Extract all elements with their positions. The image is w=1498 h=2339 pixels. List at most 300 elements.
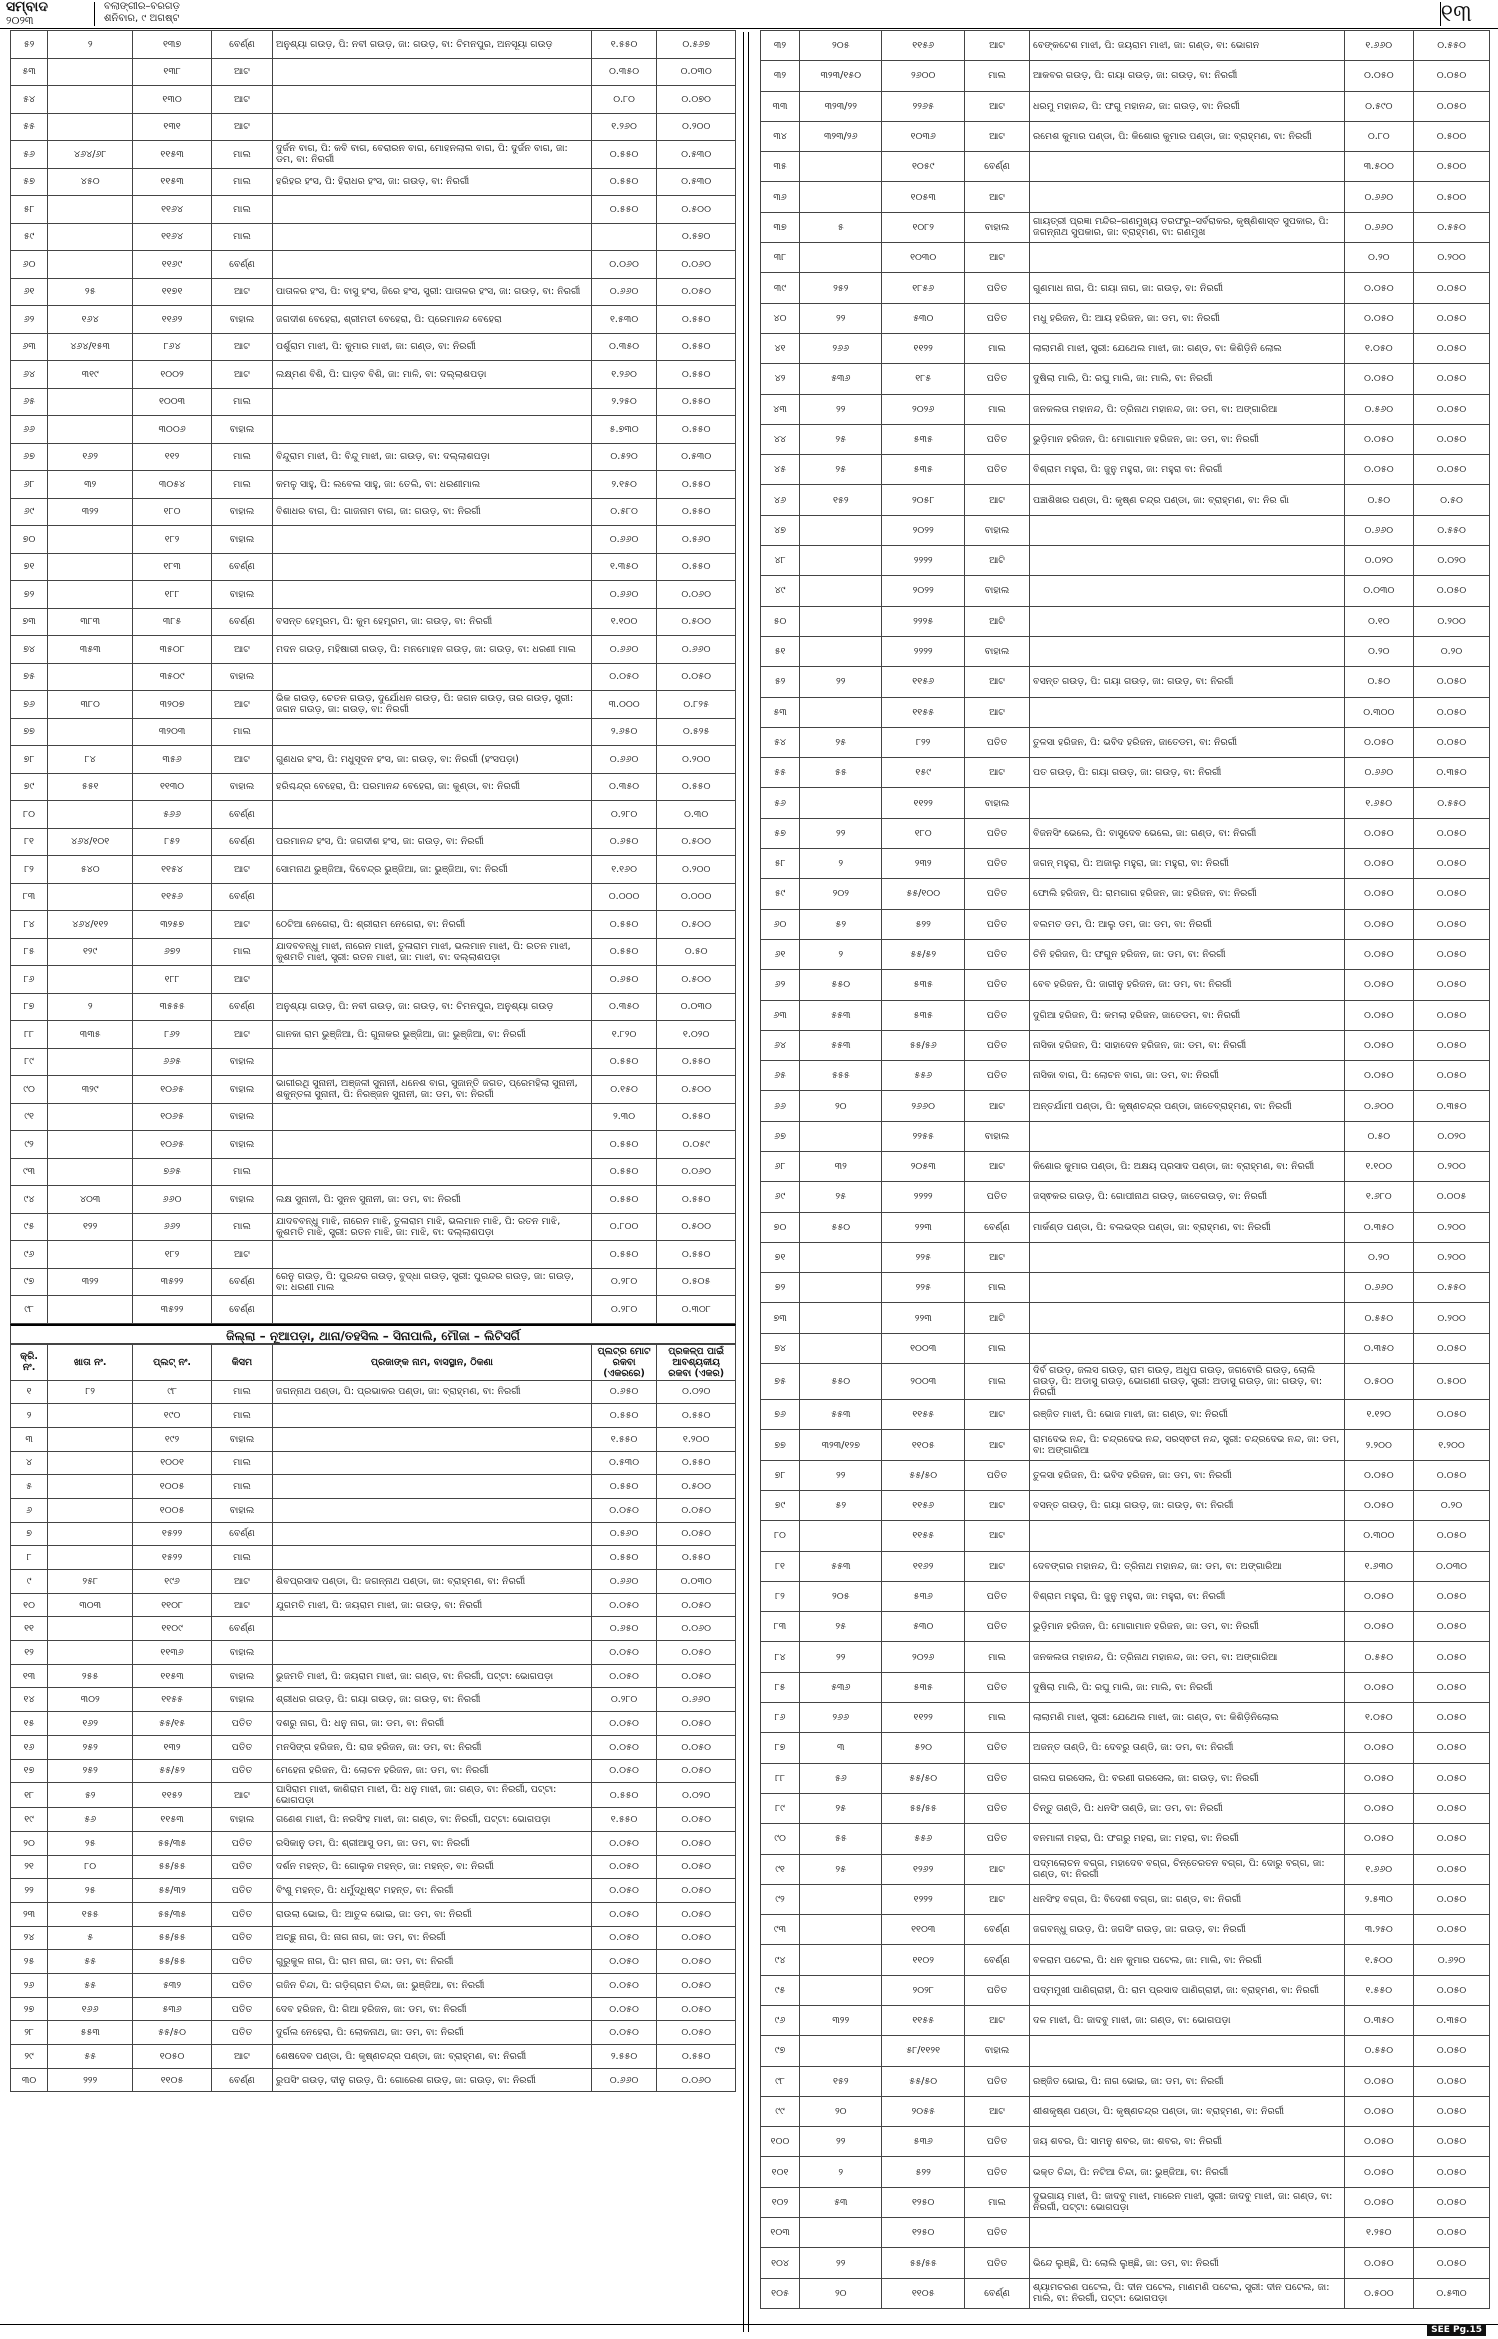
table-row bbox=[761, 364, 1490, 394]
table-row bbox=[11, 1617, 736, 1641]
cell-khata: ୨୫୫ bbox=[48, 1664, 133, 1688]
cell-total-area: ୦.୬୬୦ bbox=[1344, 515, 1413, 545]
cell-sl: ୯୪ bbox=[761, 1945, 800, 1975]
table-row bbox=[11, 168, 736, 196]
cell-sl: ୧୨ bbox=[11, 1641, 48, 1665]
table-row bbox=[11, 801, 736, 829]
cell-khata bbox=[48, 251, 133, 279]
cell-kisam: ବାହାଲ bbox=[211, 1103, 272, 1131]
cell-kisam: ବେର୍ଣ୍ଣ bbox=[211, 801, 272, 829]
cell-total-area: ୧.୫୩୦ bbox=[591, 306, 657, 334]
cell-total-area: ୧.୨୬୦ bbox=[591, 113, 657, 141]
table-row bbox=[761, 2127, 1490, 2157]
cell-sl: ୧୭ bbox=[11, 1759, 48, 1783]
cell-total-area: ୦.୫୫୦ bbox=[591, 141, 657, 169]
cell-sl: ୨୩ bbox=[11, 1902, 48, 1926]
cell-required-area: ୦.୦୬୦ bbox=[657, 251, 736, 279]
cell-kisam: ପତିତ bbox=[964, 1460, 1029, 1490]
table-row bbox=[11, 471, 736, 499]
cell-required-area: ୦.୦୫୦ bbox=[1414, 697, 1490, 727]
cell-owner: ପଦ୍ମଲୋଚନ ବଗ୍ଗ, ମହାଦେବ ବଗ୍ଗ, ଚିନ୍ତେରତନ ବଗ୍ଗ, ପି: ଦୋରୁ ବଗ୍ଗ, ଜା: ଗଣ୍ଡ, ବା: ନିରର୍ଗୀ bbox=[1030, 1854, 1345, 1884]
cell-owner bbox=[273, 553, 592, 581]
cell-plot: ୫୩୫ bbox=[882, 1000, 964, 1030]
header-owner: ପ୍ରଜାଙ୍କ ନାମ, ବାସସ୍ଥାନ, ଠିକଣା bbox=[273, 1344, 592, 1380]
cell-plot: ୧୦୬୫ bbox=[133, 1131, 212, 1159]
table-row bbox=[11, 1926, 736, 1950]
cell-plot: ୫୫/୫୦ bbox=[882, 1460, 964, 1490]
cell-kisam: ପତିତ bbox=[964, 455, 1029, 485]
cell-owner bbox=[273, 1296, 592, 1324]
cell-owner bbox=[273, 1546, 592, 1570]
table-row bbox=[761, 1763, 1490, 1793]
cell-total-area: ୦.୬୬୦ bbox=[591, 636, 657, 664]
cell-plot: ୧୧୫୩ bbox=[133, 1808, 212, 1832]
cell-required-area: ୦.୫୫୦ bbox=[657, 1546, 736, 1570]
cell-plot: ୫୩୫ bbox=[882, 1672, 964, 1702]
header-khata: ଖାତା ନଂ. bbox=[48, 1344, 133, 1380]
cell-sl: ୯୦ bbox=[761, 1824, 800, 1854]
cell-required-area: ୦.୨୦୦ bbox=[657, 746, 736, 774]
cell-plot: ୧୧୦୮ bbox=[133, 1593, 212, 1617]
cell-owner: ବସନ୍ତ ଗଉଡ଼, ପି: ଗୟା ଗଉଡ଼, ଜା: ଗଉଡ଼, ବା: ନିରର୍ଗୀ bbox=[1030, 667, 1345, 697]
cell-total-area: ୦.୦୫୦ bbox=[1344, 1460, 1413, 1490]
cell-sl: ୭୬ bbox=[761, 1400, 800, 1430]
cell-khata bbox=[48, 526, 133, 554]
cell-khata bbox=[48, 1158, 133, 1186]
cell-sl: ୬୯ bbox=[761, 1182, 800, 1212]
cell-plot: ୫୫୬ bbox=[882, 1824, 964, 1854]
table-row bbox=[761, 1460, 1490, 1490]
cell-required-area: ୧.୨୦୦ bbox=[1414, 1430, 1490, 1460]
cell-total-area: ୦.୬୦୦ bbox=[1344, 1091, 1413, 1121]
cell-sl: ୫୬ bbox=[761, 788, 800, 818]
cell-kisam: ପତିତ bbox=[964, 1182, 1029, 1212]
cell-khata: ୨୫ bbox=[48, 278, 133, 306]
cell-total-area: ୦.୩୫୦ bbox=[591, 58, 657, 86]
cell-required-area: ୦.୫୫୦ bbox=[657, 1103, 736, 1131]
cell-khata: ୩୧୯ bbox=[48, 361, 133, 389]
cell-khata bbox=[800, 2218, 882, 2248]
table-row bbox=[11, 86, 736, 114]
cell-khata: ୨୫ bbox=[800, 424, 882, 454]
cell-total-area: ୦.୦୫୦ bbox=[591, 1974, 657, 1998]
cell-sl: ୮୮ bbox=[761, 1763, 800, 1793]
table-row bbox=[761, 1303, 1490, 1333]
cell-required-area: ୦.୫୫୦ bbox=[657, 471, 736, 499]
cell-owner: ଜୟ ଶବର, ପି: ସାମନୁ ଶବର, ଜା: ଶବର, ବା: ନିରର୍ଗୀ bbox=[1030, 2127, 1345, 2157]
cell-plot: ୩୨୦୭ bbox=[133, 691, 212, 719]
cell-plot: ୫୬୬ bbox=[133, 801, 212, 829]
cell-required-area: ୦.୦୫୦ bbox=[657, 1759, 736, 1783]
cell-plot: ୨୨୨୨ bbox=[882, 546, 964, 576]
cell-kisam: ମାଲ bbox=[211, 1380, 272, 1404]
table-row bbox=[761, 758, 1490, 788]
cell-khata: ୩୮୩ bbox=[48, 608, 133, 636]
cell-sl: ୧୦୩ bbox=[761, 2218, 800, 2248]
table-row bbox=[11, 1268, 736, 1296]
cell-owner bbox=[1030, 243, 1345, 273]
cell-kisam: ବେର୍ଣ୍ଣ bbox=[211, 828, 272, 856]
cell-khata: ୨୦୫ bbox=[800, 31, 882, 61]
cell-plot: ୧୧୨ bbox=[133, 443, 212, 471]
cell-kisam: ମାଲ bbox=[964, 2187, 1029, 2217]
cell-owner bbox=[273, 718, 592, 746]
cell-total-area: ୦.୦୫୦ bbox=[591, 1879, 657, 1903]
cell-plot: ୨୨୩ bbox=[882, 1212, 964, 1242]
cell-khata: ୨୨ bbox=[800, 303, 882, 333]
cell-plot: ୫୫/୫୫ bbox=[133, 1950, 212, 1974]
cell-total-area: ୦.୮୦ bbox=[591, 86, 657, 114]
cell-owner: ବେବ ହରିଜନ, ପି: ଜାରୀନୁ ହରିଜନ, ଜା: ଡମ, ବା: ନିରର୍ଗୀ bbox=[1030, 970, 1345, 1000]
cell-owner bbox=[273, 1451, 592, 1475]
table-row bbox=[11, 526, 736, 554]
cell-kisam: ଆଟ bbox=[964, 2006, 1029, 2036]
cell-khata bbox=[800, 2036, 882, 2066]
cell-khata: ୫୫୩ bbox=[800, 1551, 882, 1581]
cell-plot: ୩୨୫୭ bbox=[133, 911, 212, 939]
cell-sl: ୫୬ bbox=[11, 141, 48, 169]
cell-plot: ୧୦୦୩ bbox=[133, 388, 212, 416]
cell-total-area: ୦.୩୦୦ bbox=[1344, 697, 1413, 727]
cell-sl: ୯ bbox=[11, 1570, 48, 1594]
cell-khata: ୧୫୨ bbox=[800, 2066, 882, 2096]
table-row bbox=[761, 1490, 1490, 1520]
cell-total-area: ୦.୨୮୦ bbox=[591, 1296, 657, 1324]
cell-owner: ବେଙ୍କଟେଶ ମାଝୀ, ପି: ଜୟରାମ ମାଝୀ, ଜା: ଗଣ୍ଡ, ବା: ଭୋଗନ bbox=[1030, 31, 1345, 61]
cell-total-area: ୦.୦୫୦ bbox=[1344, 1030, 1413, 1060]
cell-khata: ୫୫୧ bbox=[48, 773, 133, 801]
cell-total-area: ୦.୦୩୦ bbox=[1344, 576, 1413, 606]
cell-plot: ୧୧୬୪ bbox=[133, 196, 212, 224]
cell-total-area: ୦.୫୬୦ bbox=[1344, 394, 1413, 424]
cell-sl: ୬୪ bbox=[761, 1030, 800, 1060]
table-row bbox=[761, 212, 1490, 242]
cell-owner: ବିଶ୍ରାମ ମହୁରା, ପି: ଜୁନୁ ମହୁରା, ଜା: ମହୁରା, ବା: ନିରର୍ଗୀ bbox=[1030, 1581, 1345, 1611]
cell-required-area: ୦.୦୫୦ bbox=[657, 1974, 736, 1998]
cell-khata: ୨୫ bbox=[800, 1793, 882, 1823]
cell-total-area: ୦.୬୬୦ bbox=[591, 1570, 657, 1594]
cell-total-area: ୦.୫୫୦ bbox=[591, 1158, 657, 1186]
cell-kisam: ଆଟ bbox=[211, 1570, 272, 1594]
cell-total-area: ୦.୦୫୦ bbox=[591, 1712, 657, 1736]
cell-khata bbox=[800, 1975, 882, 2005]
cell-khata: ୧୨୯ bbox=[48, 938, 133, 966]
table-row bbox=[11, 333, 736, 361]
cell-kisam: ବାହାଲ bbox=[964, 212, 1029, 242]
cell-owner bbox=[273, 86, 592, 114]
cell-kisam: ମାଲ bbox=[211, 1213, 272, 1241]
cell-required-area: ୦.୫୦୦ bbox=[1414, 152, 1490, 182]
cell-sl: ୯୬ bbox=[761, 2006, 800, 2036]
cell-sl: ୯୨ bbox=[761, 1884, 800, 1914]
cell-sl: ୪୩ bbox=[761, 394, 800, 424]
cell-required-area: ୦.୫୦୦ bbox=[657, 828, 736, 856]
table-row bbox=[11, 141, 736, 169]
cell-kisam: ଆଟ bbox=[211, 966, 272, 994]
cell-khata: ୫୩ bbox=[800, 2187, 882, 2217]
cell-kisam: ପତିତ bbox=[964, 2218, 1029, 2248]
cell-sl: ୯୫ bbox=[761, 1975, 800, 2005]
cell-total-area: ୦.୫୦ bbox=[1344, 1121, 1413, 1151]
cell-sl: ୯୮ bbox=[761, 2066, 800, 2096]
table-row bbox=[761, 61, 1490, 91]
cell-required-area: ୦.୫୦୦ bbox=[1414, 182, 1490, 212]
cell-plot: ୧୮୫୬ bbox=[882, 273, 964, 303]
cell-plot: ୧୧୨୨ bbox=[882, 333, 964, 363]
cell-owner: ନାସିକା ବାଗ, ପି: ଲୋଚନ ବାଗ, ଜା: ଡମ, ବା: ନିରର୍ଗୀ bbox=[1030, 1061, 1345, 1091]
cell-khata: ୩୨୯ bbox=[48, 1076, 133, 1104]
cell-kisam: ପତିତ bbox=[211, 1902, 272, 1926]
cell-required-area: ୦.୨୦୦ bbox=[1414, 1303, 1490, 1333]
header-kisam: କିସମ bbox=[211, 1344, 272, 1380]
cell-owner bbox=[273, 1427, 592, 1451]
cell-owner: ରମେଶ କୁମାର ପଣ୍ଡା, ପି: କିଶୋର କୁମାର ପଣ୍ଡା, ଜା: ବ୍ରାହ୍ମଣ, ବା: ନିରର୍ଗୀ bbox=[1030, 121, 1345, 151]
table-row bbox=[11, 993, 736, 1021]
cell-total-area: ୦.୫୫୦ bbox=[591, 1404, 657, 1428]
cell-owner bbox=[273, 223, 592, 251]
cell-khata: ୫୫୦ bbox=[800, 1364, 882, 1400]
table-row bbox=[11, 1641, 736, 1665]
cell-required-area: ୦.୦୫୦ bbox=[1414, 1521, 1490, 1551]
cell-plot: ୫୩୬ bbox=[882, 2127, 964, 2157]
cell-required-area: ୦.୫୦୦ bbox=[657, 966, 736, 994]
cell-owner: ଠେଟିଆ ନେଗେରା, ପି: ଶ୍ରୀରାମ ନେଗେରା, ବା: ନିରର୍ଗୀ bbox=[273, 911, 592, 939]
cell-sl: ୪୧ bbox=[761, 333, 800, 363]
table-row bbox=[761, 91, 1490, 121]
cell-owner: ଅଜନ୍ତ ତାଣ୍ଡି, ପି: ଦେବରୁ ତାଣ୍ଡି, ଜା: ଡମ, ବା: ନିରର୍ଗୀ bbox=[1030, 1733, 1345, 1763]
cell-sl: ୧୩ bbox=[11, 1664, 48, 1688]
cell-owner bbox=[1030, 697, 1345, 727]
cell-required-area: ୦.୦୨୦ bbox=[657, 1783, 736, 1808]
table-row bbox=[761, 455, 1490, 485]
cell-kisam: ମାଲ bbox=[964, 1364, 1029, 1400]
cell-owner bbox=[273, 1103, 592, 1131]
cell-owner: ଦୁଷିଲା ମାଲି, ପି: ରଘୁ ମାଲି, ଜା: ମାଲି, ବା: ନିରର୍ଗୀ bbox=[1030, 364, 1345, 394]
cell-total-area: ୦.୦୫୦ bbox=[591, 1950, 657, 1974]
cell-total-area: ୦.୦୫୦ bbox=[1344, 909, 1413, 939]
cell-sl: ୨୬ bbox=[11, 1974, 48, 1998]
cell-required-area: ୦.୦୨୦ bbox=[1414, 1121, 1490, 1151]
cell-sl: ୭୦ bbox=[761, 1212, 800, 1242]
table-row bbox=[761, 1915, 1490, 1945]
cell-sl: ୨୫ bbox=[11, 1950, 48, 1974]
cell-khata: ୨୫୨ bbox=[48, 1735, 133, 1759]
cell-total-area: ୦.୫୫୦ bbox=[591, 196, 657, 224]
table-row bbox=[11, 1974, 736, 1998]
cell-kisam: ବେର୍ଣ୍ଣ bbox=[211, 883, 272, 911]
cell-total-area: ୦.୩୫୦ bbox=[1344, 1212, 1413, 1242]
table-row bbox=[761, 2036, 1490, 2066]
cell-kisam: ବାହାଲ bbox=[964, 2036, 1029, 2066]
cell-total-area: ୦.୫୦୦ bbox=[1344, 2278, 1413, 2308]
cell-required-area: ୦.୩୦ bbox=[657, 801, 736, 829]
cell-kisam: ବାହାଲ bbox=[211, 498, 272, 526]
cell-plot: ୨୦୨୬ bbox=[882, 1642, 964, 1672]
cell-kisam: ପତିତ bbox=[964, 1000, 1029, 1030]
cell-required-area: ୦.୦୭୦ bbox=[657, 86, 736, 114]
cell-khata: ୫ bbox=[48, 1926, 133, 1950]
cell-required-area: ୦.୦୬୦ bbox=[657, 1617, 736, 1641]
cell-owner bbox=[1030, 2036, 1345, 2066]
cell-total-area: ୦.୦୫୦ bbox=[1344, 818, 1413, 848]
cell-required-area: ୦.୦୫୦ bbox=[1414, 1763, 1490, 1793]
table-row bbox=[11, 1593, 736, 1617]
cell-owner bbox=[1030, 515, 1345, 545]
cell-owner: ମନସିଙ୍ଗ ହରିଜନ, ପି: ରାଜ ହରିଜନ, ଜା: ଡମ, ବା: ନିରର୍ଗୀ bbox=[273, 1735, 592, 1759]
cell-khata: ୩ bbox=[800, 1733, 882, 1763]
cell-plot: ୧୮୨ bbox=[133, 1241, 212, 1269]
cell-owner: ଅଚ୍ଛୁ ନାଗ, ପି: ନାଗ ନାଗ, ଜା: ଡମ, ବା: ନିରର୍ଗୀ bbox=[273, 1926, 592, 1950]
cell-khata: ୫୫୩ bbox=[800, 1400, 882, 1430]
cell-plot: ୧୧୭୧ bbox=[133, 278, 212, 306]
cell-sl: ୮୧ bbox=[761, 1551, 800, 1581]
cell-khata bbox=[48, 966, 133, 994]
cell-kisam: ପତିତ bbox=[211, 1950, 272, 1974]
table-row bbox=[11, 1451, 736, 1475]
continued-note: SEE Pg.15 bbox=[1427, 2324, 1486, 2336]
cell-sl: ୨୯ bbox=[11, 2045, 48, 2069]
cell-kisam: ବାହାଲ bbox=[211, 1131, 272, 1159]
table-row bbox=[761, 1212, 1490, 1242]
cell-owner: ବସନ୍ତ ହେମ୍ବ୍ରମ, ପି: କୁମ ହେମ୍ବ୍ରମ, ଜା: ଗଉଡ଼, ବା: ନିରର୍ଗୀ bbox=[273, 608, 592, 636]
cell-khata bbox=[48, 883, 133, 911]
cell-khata: ୩୨୩/୨୨ bbox=[800, 91, 882, 121]
cell-plot: ୧୨୫୦ bbox=[882, 2218, 964, 2248]
table-row bbox=[11, 608, 736, 636]
cell-kisam: ଆଟ bbox=[211, 911, 272, 939]
cell-plot: ୨୦୨୬ bbox=[882, 394, 964, 424]
cell-sl: ୧୦୦ bbox=[761, 2127, 800, 2157]
cell-owner: ଭିନ୍ଦେ ଲୁଞ୍ଛି, ପି: ଲୋଲି ଲୁଞ୍ଛି, ଜା: ଡମ, ବା: ନିରର୍ଗୀ bbox=[1030, 2248, 1345, 2278]
cell-required-area: ୦.୦୩୦ bbox=[657, 1570, 736, 1594]
cell-required-area: ୦.୦୫୦ bbox=[1414, 273, 1490, 303]
cell-khata bbox=[800, 1945, 882, 1975]
cell-sl: ୭ bbox=[11, 1522, 48, 1546]
cell-required-area: ୦.୦୫୦ bbox=[657, 1950, 736, 1974]
cell-owner: ଶୀଶକୃଷ୍ଣ ପଣ୍ଡା, ପି: କୃଷ୍ଣଚନ୍ଦ୍ର ପଣ୍ଡା, ଜା: ବ୍ରାହ୍ମଣ, ବା: ନିରର୍ଗୀ bbox=[1030, 2096, 1345, 2126]
cell-sl: ୫୯ bbox=[11, 223, 48, 251]
cell-plot: ୫୩୫ bbox=[882, 970, 964, 1000]
cell-total-area: ୨.୩୦ bbox=[591, 1103, 657, 1131]
cell-kisam: ମାଲ bbox=[964, 1333, 1029, 1363]
cell-plot: ୧୮୫ bbox=[882, 364, 964, 394]
cell-total-area: ୦.୬୬୦ bbox=[591, 278, 657, 306]
table-row bbox=[11, 58, 736, 86]
cell-plot: ୧୨୫୦ bbox=[882, 2187, 964, 2217]
cell-required-area: ୦.୦୫୦ bbox=[1414, 1733, 1490, 1763]
cell-owner: ପରମାନନ୍ଦ ହଂସ, ପି: ଜଗଦୀଶ ହଂସ, ଜା: ଗଉଡ଼, ବା: ନିରର୍ଗୀ bbox=[273, 828, 592, 856]
cell-khata bbox=[800, 182, 882, 212]
cell-kisam: ଆଟ bbox=[964, 2096, 1029, 2126]
cell-sl: ୧୦ bbox=[11, 1593, 48, 1617]
cell-kisam: ବେର୍ଣ୍ଣ bbox=[211, 251, 272, 279]
cell-sl: ୭୮ bbox=[11, 746, 48, 774]
cell-total-area: ୦.୫୫୦ bbox=[591, 1783, 657, 1808]
cell-sl: ୮୭ bbox=[761, 1733, 800, 1763]
cell-required-area: ୦.୦୫୦ bbox=[1414, 727, 1490, 757]
cell-khata bbox=[800, 152, 882, 182]
table-row bbox=[11, 1570, 736, 1594]
cell-sl: ୬୩ bbox=[11, 333, 48, 361]
cell-owner bbox=[1030, 152, 1345, 182]
cell-required-area: ୦.୫୫୦ bbox=[657, 306, 736, 334]
cell-total-area: ୧.୫୦୦ bbox=[1344, 1945, 1413, 1975]
cell-required-area: ୦.୦୫୦ bbox=[1414, 2218, 1490, 2248]
cell-total-area: ୨.୫୫୦ bbox=[591, 2045, 657, 2069]
cell-khata: ୩୦୨ bbox=[48, 1688, 133, 1712]
cell-required-area: ୦.୦୩୦ bbox=[657, 58, 736, 86]
cell-sl: ୮୬ bbox=[761, 1703, 800, 1733]
cell-khata bbox=[48, 1641, 133, 1665]
cell-owner: ଗୁରୁକୁଳ ନାଗ, ପି: ରାମ ନାଗ, ଜା: ଡମ, ବା: ନିରର୍ଗୀ bbox=[273, 1950, 592, 1974]
cell-owner: ରସିକାନୁ ଡମ, ପି: ଶ୍ରୀଆସୁ ଡମ, ଜା: ଡମ, ବା: ନିରର୍ଗୀ bbox=[273, 1831, 592, 1855]
cell-owner: ଦିର୍ବ ଗଉଡ଼, ଜଲସ ଗଉଡ଼, ରାମ ଗଉଡ଼, ଅଧୁପ ଗଉଡ଼, ଜଗବୋରି ଗଉଡ଼, ଲୋଲି ଗଉଡ଼, ପି: ଅଡାସୁ ଗଉଡ଼, ଭୋଗଣୀ ଗଉଡ଼, ସ୍ତ୍ରୀ: ଅଡାସୁ ଗଉଡ଼, ଜା: ଗଉଡ଼, ବା: ନିରର୍ଗୀ bbox=[1030, 1364, 1345, 1400]
cell-khata bbox=[48, 1131, 133, 1159]
cell-required-area: ୦.୫୦୦ bbox=[657, 196, 736, 224]
cell-plot: ୧୧୦୩ bbox=[882, 1915, 964, 1945]
cell-owner: ମାର୍କଣ୍ଡ ପଣ୍ଡା, ପି: ବଲଭଦ୍ର ପଣ୍ଡା, ଜା: ବ୍ରାହ୍ମଣ, ବା: ନିରର୍ଗୀ bbox=[1030, 1212, 1345, 1242]
cell-kisam: ପତିତ bbox=[964, 818, 1029, 848]
cell-sl: ୯୮ bbox=[11, 1296, 48, 1324]
cell-kisam: ବାହାଲ bbox=[211, 1664, 272, 1688]
cell-owner bbox=[1030, 788, 1345, 818]
cell-kisam: ବେର୍ଣ୍ଣ bbox=[964, 1945, 1029, 1975]
cell-required-area: ୦.୫୦ bbox=[1414, 485, 1490, 515]
cell-total-area: ୦.୫୯୦ bbox=[1344, 91, 1413, 121]
cell-kisam: ବାହାଲ bbox=[964, 1121, 1029, 1151]
cell-kisam: ବାହାଲ bbox=[211, 306, 272, 334]
cell-total-area: ୦.୬୫୦ bbox=[591, 1380, 657, 1404]
cell-kisam: ଆଟ bbox=[211, 333, 272, 361]
cell-sl: ୮୨ bbox=[761, 1581, 800, 1611]
table-row bbox=[11, 251, 736, 279]
table-row bbox=[11, 361, 736, 389]
cell-kisam: ଆଟି bbox=[964, 606, 1029, 636]
cell-owner: ମେହେନା ହରିଜନ, ପି: ଲୋଚନ ହରିଜନ, ଜା: ଡମ, ବା: ନିରର୍ଗୀ bbox=[273, 1759, 592, 1783]
cell-sl: ୫୪ bbox=[761, 727, 800, 757]
cell-khata: ୨ bbox=[48, 31, 133, 59]
cell-khata: ୨୨ bbox=[800, 2248, 882, 2278]
cell-total-area: ୧.୮୨୦ bbox=[591, 1021, 657, 1049]
table-row bbox=[761, 1733, 1490, 1763]
cell-plot: ୮୬୨ bbox=[133, 1021, 212, 1049]
cell-khata bbox=[48, 86, 133, 114]
table-row bbox=[761, 909, 1490, 939]
cell-kisam: ବାହାଲ bbox=[211, 1808, 272, 1832]
table-row bbox=[11, 416, 736, 444]
table-row bbox=[11, 1759, 736, 1783]
cell-owner: ଦୁଭଗାୟ ମାଝୀ, ପି: ଜାଦବୁ ମାଝୀ, ମାରେନ ମାଝୀ, ସ୍ତ୍ରୀ: ଜାଦବୁ ମାଝୀ, ଜା: ଗଣ୍ଡ, ବା: ନିରର୍ଗୀ, ପଟ୍ଟା: ଭୋଗପଡ଼ା bbox=[1030, 2187, 1345, 2217]
cell-sl: ୩୨ bbox=[761, 31, 800, 61]
cell-khata: ୨୨ bbox=[800, 1642, 882, 1672]
cell-total-area: ୦.୫୮୦ bbox=[591, 498, 657, 526]
cell-sl: ୮୯ bbox=[761, 1793, 800, 1823]
cell-sl: ୯୩ bbox=[11, 1158, 48, 1186]
table-row bbox=[11, 553, 736, 581]
cell-plot: ୧୦୫୯ bbox=[882, 152, 964, 182]
cell-kisam: ଆଟ bbox=[964, 1091, 1029, 1121]
cell-khata: ୪୫୦ bbox=[48, 168, 133, 196]
cell-kisam: ପତିତ bbox=[211, 1759, 272, 1783]
page-number: ୧୩ bbox=[1440, 0, 1472, 27]
cell-sl: ୭୪ bbox=[11, 636, 48, 664]
cell-owner bbox=[273, 1241, 592, 1269]
cell-owner: ବିଶାଧର ବାଗ, ପି: ଗାଜନାମ ବାଗ, ଜା: ଗଉଡ଼, ବା: ନିରର୍ଗୀ bbox=[273, 498, 592, 526]
cell-kisam: ମାଲ bbox=[211, 223, 272, 251]
cell-owner: ଜଗଦୀଶ ବେହେରା, ଶ୍ରୀମତୀ ବେହେରା, ପି: ପ୍ରେମାନନ୍ଦ ବେହେରା bbox=[273, 306, 592, 334]
cell-kisam: ମାଲ bbox=[211, 718, 272, 746]
table-row bbox=[761, 1333, 1490, 1363]
